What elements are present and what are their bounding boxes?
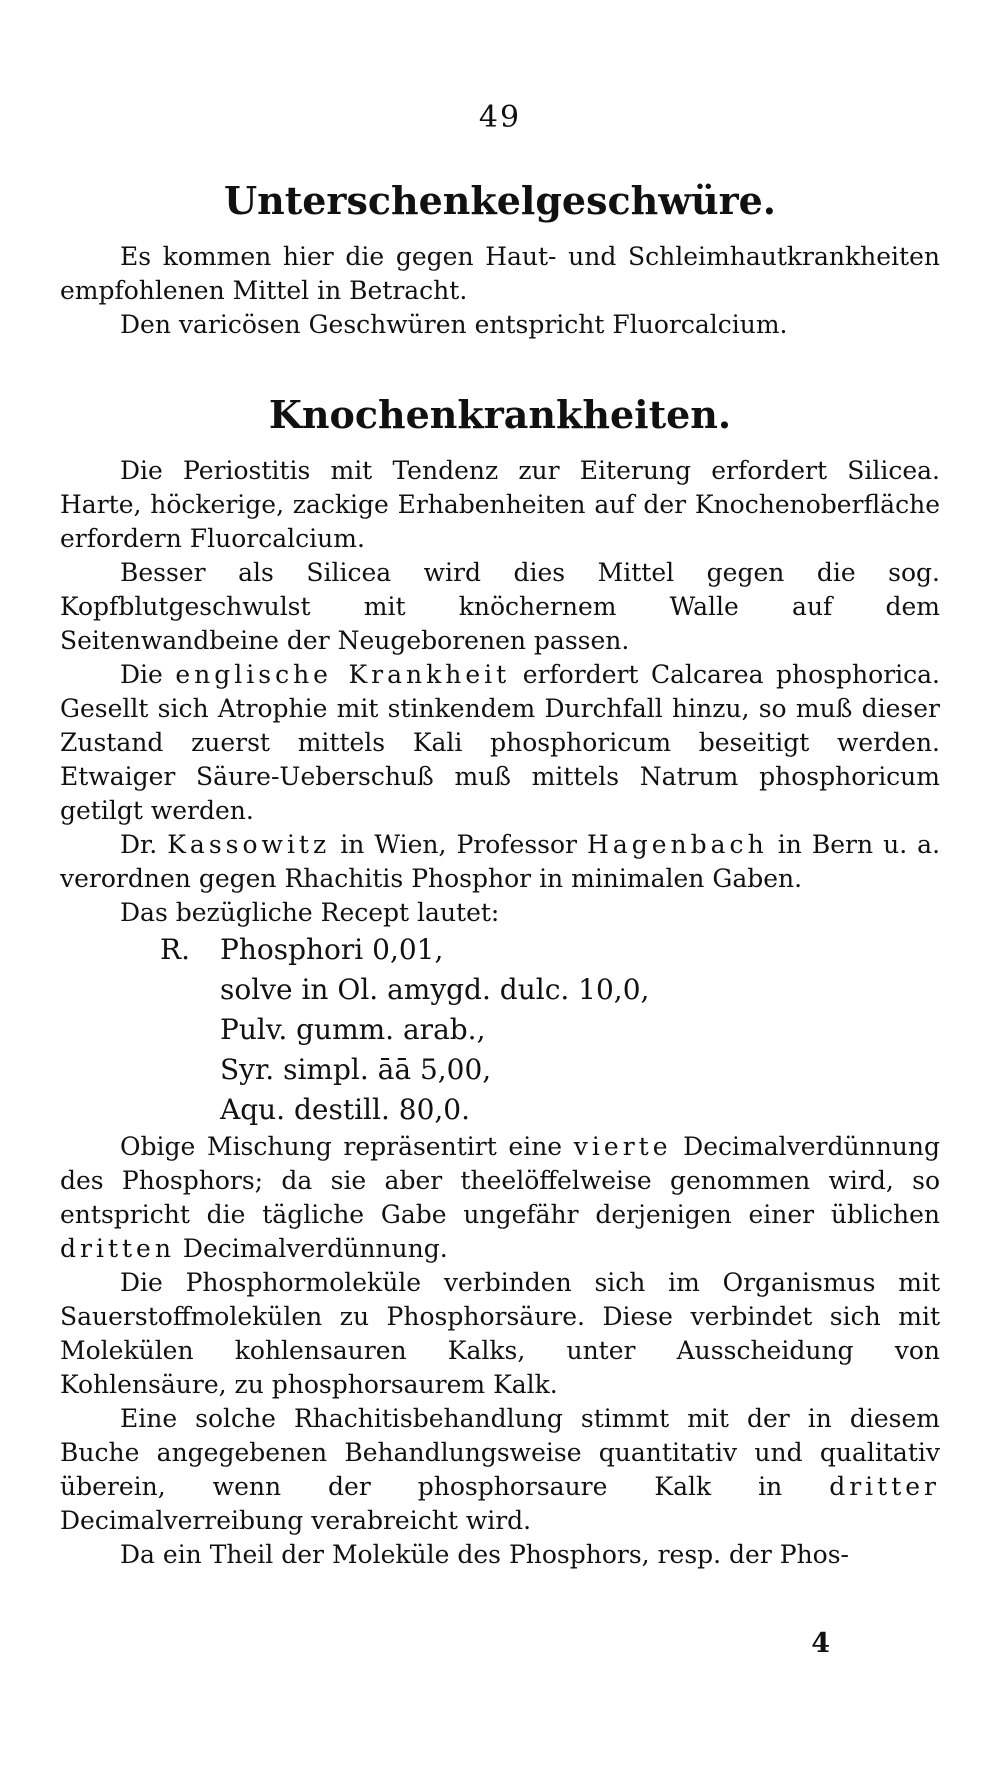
text-run: Dr. xyxy=(120,830,158,859)
recipe xyxy=(160,930,940,1130)
spaced-text: englische Krankheit xyxy=(175,660,511,689)
paragraph xyxy=(60,1402,940,1538)
spaced-text: vierte xyxy=(573,1132,672,1161)
paragraph xyxy=(60,658,940,828)
text-run: erfordert Calcarea phosphorica. Gesellt sich Atrophie mit stinkendem Durchfall hinzu, so muß dieser Zustand zuerst mittels Kali phosphoricum beseitigt werden. Etwaiger Säure-Ueberschuß muß mittels Natrum phosphoricum getilgt werden. xyxy=(60,660,940,825)
paragraph: Den varicösen Geschwüren entspricht Fluorcalcium. xyxy=(120,310,788,339)
paragraph: Es kommen hier die gegen Haut- und Schleimhautkrankheiten empfohlenen Mittel in Betracht. xyxy=(60,242,940,305)
text-run: Decimalverdünnung. xyxy=(182,1234,448,1263)
paragraph xyxy=(60,828,940,896)
section-title-leg-ulcers: Unterschenkelgeschwüre. xyxy=(223,178,777,223)
text-run: Decimalverreibung verabreicht wird. xyxy=(60,1506,532,1535)
text-run: Obige Mischung repräsentirt eine xyxy=(120,1132,563,1161)
paragraph: Die Periostitis mit Tendenz zur Eiterung erfordert Silicea. Harte, höckerige, zackige Erhabenheiten auf der Knochenoberfläche erfordern Fluorcalcium. xyxy=(60,456,940,553)
paragraph: Die Phosphormoleküle verbinden sich im Organismus mit Sauerstoffmolekülen zu Phosphorsäure. Diese verbindet sich mit Molekülen kohlensauren Kalks, unter Ausscheidung von Kohlensäure, zu phosphorsaurem Kalk. xyxy=(60,1268,940,1399)
paragraph xyxy=(60,1130,940,1266)
section-title-bone-diseases: Knochenkrankheiten. xyxy=(268,392,732,437)
spaced-text: dritter xyxy=(829,1472,940,1501)
spaced-name: Hagenbach xyxy=(587,830,768,859)
section-body-leg-ulcers xyxy=(60,240,940,342)
text-run: in Wien, Professor xyxy=(340,830,577,859)
recipe-line: Phosphori 0,01, xyxy=(220,933,444,966)
recipe-line: solve in Ol. amygd. dulc. 10,0, xyxy=(220,973,650,1006)
recipe-line: Aqu. destill. 80,0. xyxy=(220,1093,471,1126)
recipe-line: Pulv. gumm. arab., xyxy=(220,1013,486,1046)
text-run: Eine solche Rhachitisbehandlung stimmt mit der in diesem Buche angegebenen Behandlungsweise quantitativ und qualitativ überein, wenn der phosphorsaure Kalk in xyxy=(60,1404,940,1501)
signature-mark: 4 xyxy=(811,1628,830,1659)
paragraph: Besser als Silicea wird dies Mittel gegen die sog. Kopfblutgeschwulst mit knöchernem Walle auf dem Seitenwandbeine der Neugeborenen passen. xyxy=(60,558,940,655)
paragraph: Da ein Theil der Moleküle des Phosphors, resp. der Phos- xyxy=(120,1540,849,1569)
paragraph: Das bezügliche Recept lautet: xyxy=(120,898,500,927)
spaced-text: dritten xyxy=(60,1234,175,1263)
recipe-rx: R. xyxy=(160,933,190,966)
page-number: 49 xyxy=(478,100,522,135)
section-body-bone-diseases xyxy=(60,454,940,1572)
text-run: Decimalverdünnung des Phosphors; da sie aber theelöffelweise genommen wird, so entspricht die tägliche Gabe ungefähr derjenigen einer üblichen xyxy=(60,1132,940,1229)
recipe-line: Syr. simpl. āā 5,00, xyxy=(220,1053,492,1086)
text-run: in Bern u. a. verordnen gegen Rhachitis Phosphor in minimalen Gaben. xyxy=(60,830,941,893)
spaced-name: Kassowitz xyxy=(167,830,331,859)
book-page xyxy=(60,0,940,1765)
text-run: Die xyxy=(120,660,163,689)
